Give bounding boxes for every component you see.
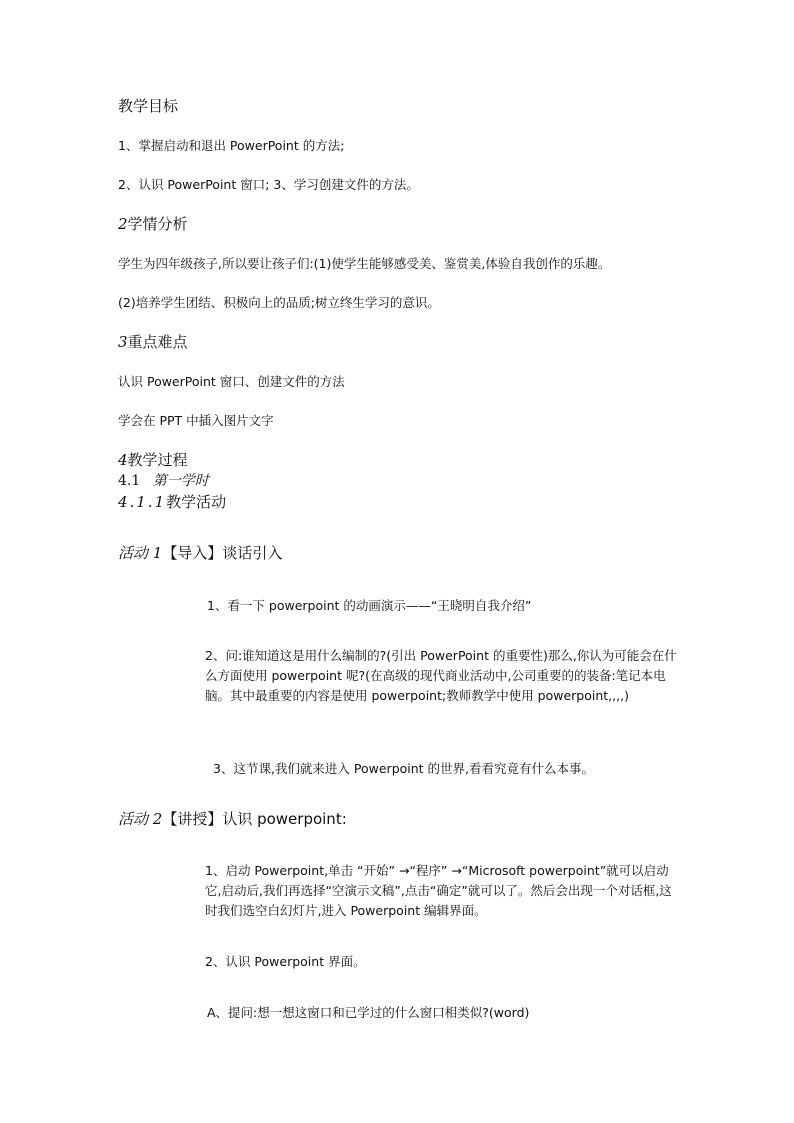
- subheading-number: 4.1: [118, 473, 141, 489]
- heading-number: 2: [118, 215, 128, 233]
- activity-title: 【讲授】认识 powerpoint:: [162, 810, 347, 828]
- heading-number: 3: [118, 333, 128, 351]
- key-point-2: 学会在 PPT 中插入图片文字: [118, 413, 274, 428]
- heading-teaching-goals: 教学目标: [118, 97, 179, 115]
- subheading-text: 教学活动: [166, 493, 227, 511]
- subheading-number: 4.1.1: [118, 493, 167, 511]
- activity-1-item-3: 3、这节课,我们就来进入 Powerpoint 的世界,看看究竟有什么本事。: [213, 761, 595, 776]
- activity-1-item-2: 2、问:谁知道这是用什么编制的?(引出 PowerPoint 的重要性)那么,你认为可能会在什么方面使用 powerpoint 呢?(在高级的现代商业活动中,公司重要的的装备:笔记本电脑。其中最重要的内容是使用 powerpoint;教师教学中使用 powerpoint,,,,): [205, 648, 677, 703]
- activity-label: 活动 2: [118, 810, 163, 828]
- goal-item-1: 1、掌握启动和退出 PowerPoint 的方法;: [118, 138, 345, 153]
- activity-title: 【导入】谈话引入: [162, 544, 283, 562]
- activity-2-item-1: 1、启动 Powerpoint,单击 “开始” →“程序” →“Microsoft powerpoint”就可以启动它,启动后,我们再选择“空演示文稿”,点击“确定”就可以了。然后会出现一个对话框,这时我们选空白幻灯片,进入 Powerpoint 编辑界面。: [205, 863, 672, 918]
- activity-2-item-a: A、提问:想一想这窗口和已学过的什么窗口相类似?(word): [207, 1005, 530, 1020]
- activity-1-item-1: 1、看一下 powerpoint 的动画演示——“王晓明自我介绍”: [207, 598, 532, 613]
- heading-student-analysis: [118, 217, 188, 232]
- subheading-text: 第一学时: [152, 473, 209, 489]
- activity-label: 活动 1: [118, 544, 163, 562]
- key-point-1: 认识 PowerPoint 窗口、创建文件的方法: [118, 374, 345, 389]
- heading-teaching-process: [118, 453, 188, 468]
- heading-number: 4: [118, 451, 128, 469]
- analysis-paragraph-1: 学生为四年级孩子,所以要让孩子们:(1)使学生能够感受美、鉴赏美,体验自我创作的乐趣。: [118, 256, 611, 271]
- heading-text: 学情分析: [127, 215, 188, 233]
- analysis-paragraph-2: (2)培养学生团结、积极向上的品质;树立终生学习的意识。: [118, 295, 440, 310]
- activity-2-heading: [118, 812, 347, 827]
- subheading-teaching-activities: [118, 495, 226, 510]
- heading-text: 教学过程: [127, 451, 188, 469]
- goal-item-2: 2、认识 PowerPoint 窗口; 3、学习创建文件的方法。: [118, 177, 419, 192]
- subheading-first-lesson: [118, 474, 209, 488]
- activity-2-item-2: 2、认识 Powerpoint 界面。: [205, 954, 366, 969]
- heading-key-points: [118, 335, 188, 350]
- activity-1-heading: [118, 546, 282, 561]
- heading-text: 重点难点: [127, 333, 188, 351]
